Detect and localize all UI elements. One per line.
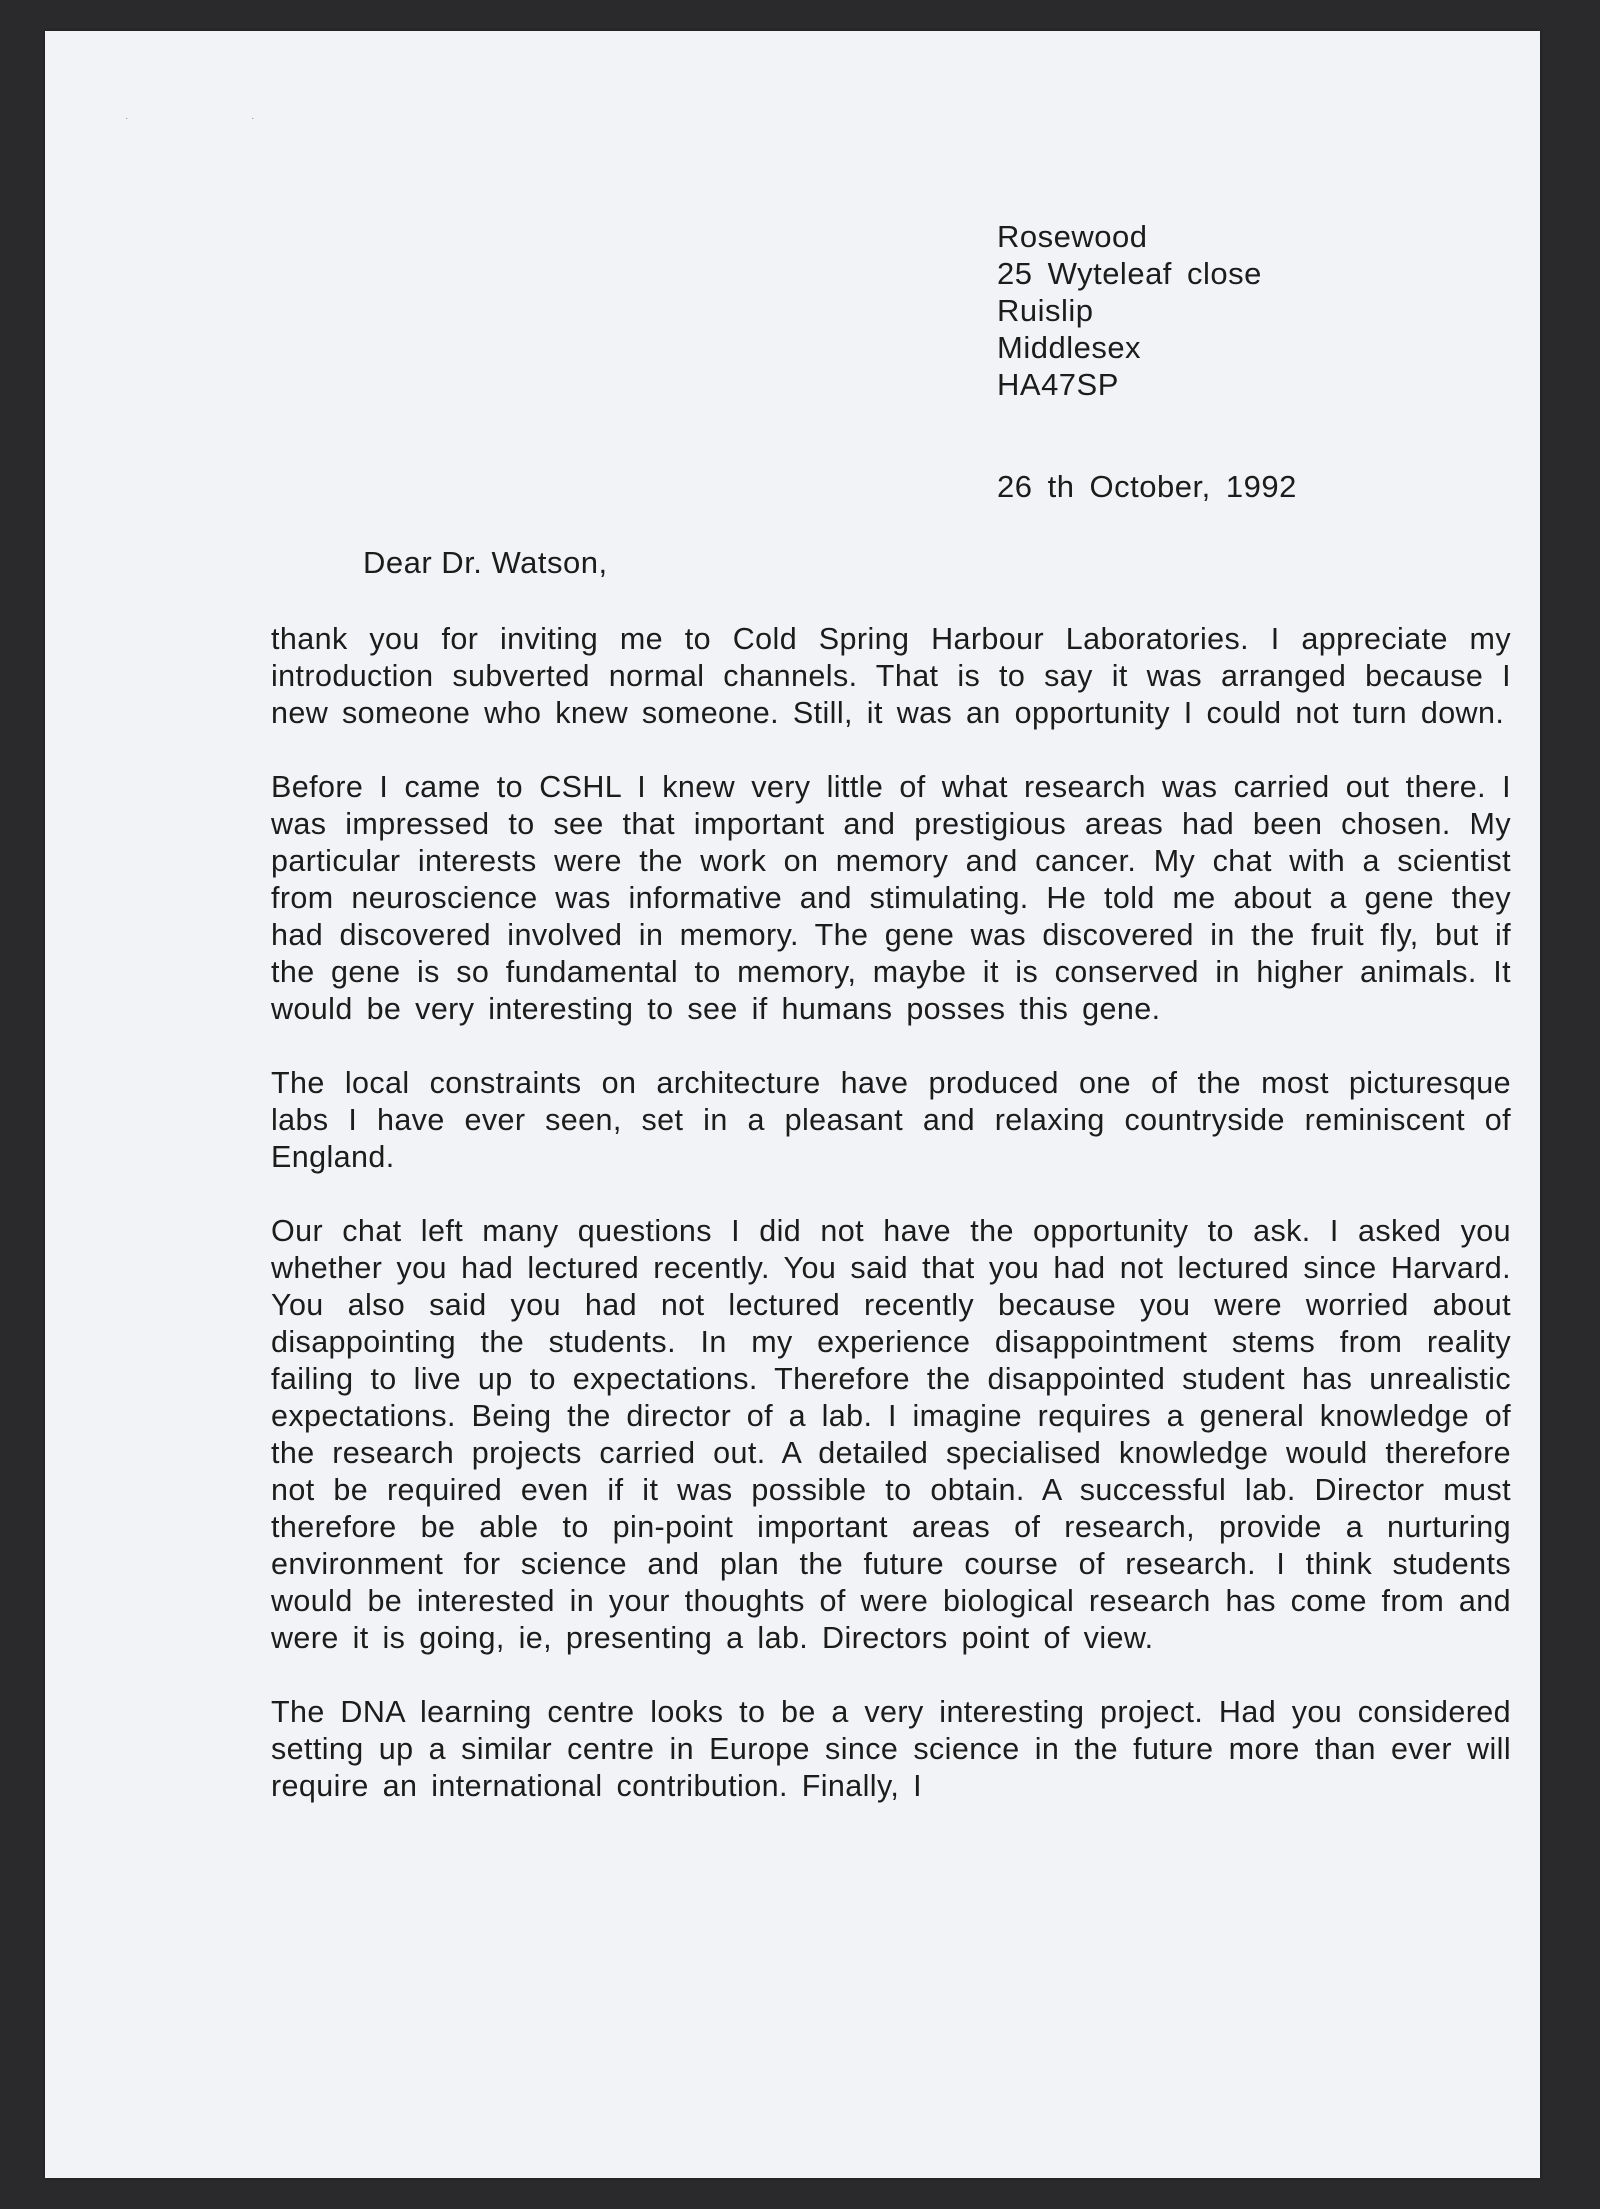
letter-body	[271, 621, 1511, 1805]
address-line: HA47SP	[997, 367, 1119, 402]
paragraph: Our chat left many questions I did not have the opportunity to ask. I asked you whether you had lectured recently. You said that you had not lectured since Harvard. You also said you had not lectured recently because you were worried about disappointing the students. In my experience disappointment stems from reality failing to live up to expectations. Therefore the disappointed student has unrealistic expectations. Being the director of a lab. I imagine requires a general knowledge of the research projects carried out. A detailed specialised knowledge would therefore not be required even if it was possible to obtain. A successful lab. Director must therefore be able to pin-point important areas of research, provide a nurturing environment for science and plan the future course of research. I think students would be interested in your thoughts of were biological research has come from and were it is going, ie, presenting a lab. Directors point of view.	[271, 1214, 1511, 1655]
address-line: 25 Wyteleaf close	[997, 256, 1262, 291]
letter-page	[45, 31, 1540, 2178]
paper-specks: · ·	[125, 113, 315, 124]
salutation: Dear Dr. Watson,	[363, 545, 608, 580]
paragraph: The DNA learning centre looks to be a very interesting project. Had you considered setting up a similar centre in Europe since science in the future more than ever will require an international contribution. Finally, I	[271, 1695, 1511, 1803]
sender-address	[997, 218, 1262, 403]
address-line: Rosewood	[997, 219, 1148, 254]
paragraph: Before I came to CSHL I knew very little of what research was carried out there. I was impressed to see that important and prestigious areas had been chosen. My particular interests were the work on memory and cancer. My chat with a scientist from neuroscience was informative and stimulating. He told me about a gene they had discovered involved in memory. The gene was discovered in the fruit fly, but if the gene is so fundamental to memory, maybe it is conserved in higher animals. It would be very interesting to see if humans posses this gene.	[271, 770, 1511, 1026]
letter-date: 26 th October, 1992	[997, 469, 1297, 504]
address-line: Ruislip	[997, 293, 1094, 328]
paragraph: The local constraints on architecture have produced one of the most picturesque labs I have ever seen, set in a pleasant and relaxing countryside reminiscent of England.	[271, 1066, 1511, 1174]
paragraph: thank you for inviting me to Cold Spring Harbour Laboratories. I appreciate my introduction subverted normal channels. That is to say it was arranged because I new someone who knew someone. Still, it was an opportunity I could not turn down.	[271, 622, 1511, 730]
address-line: Middlesex	[997, 330, 1142, 365]
